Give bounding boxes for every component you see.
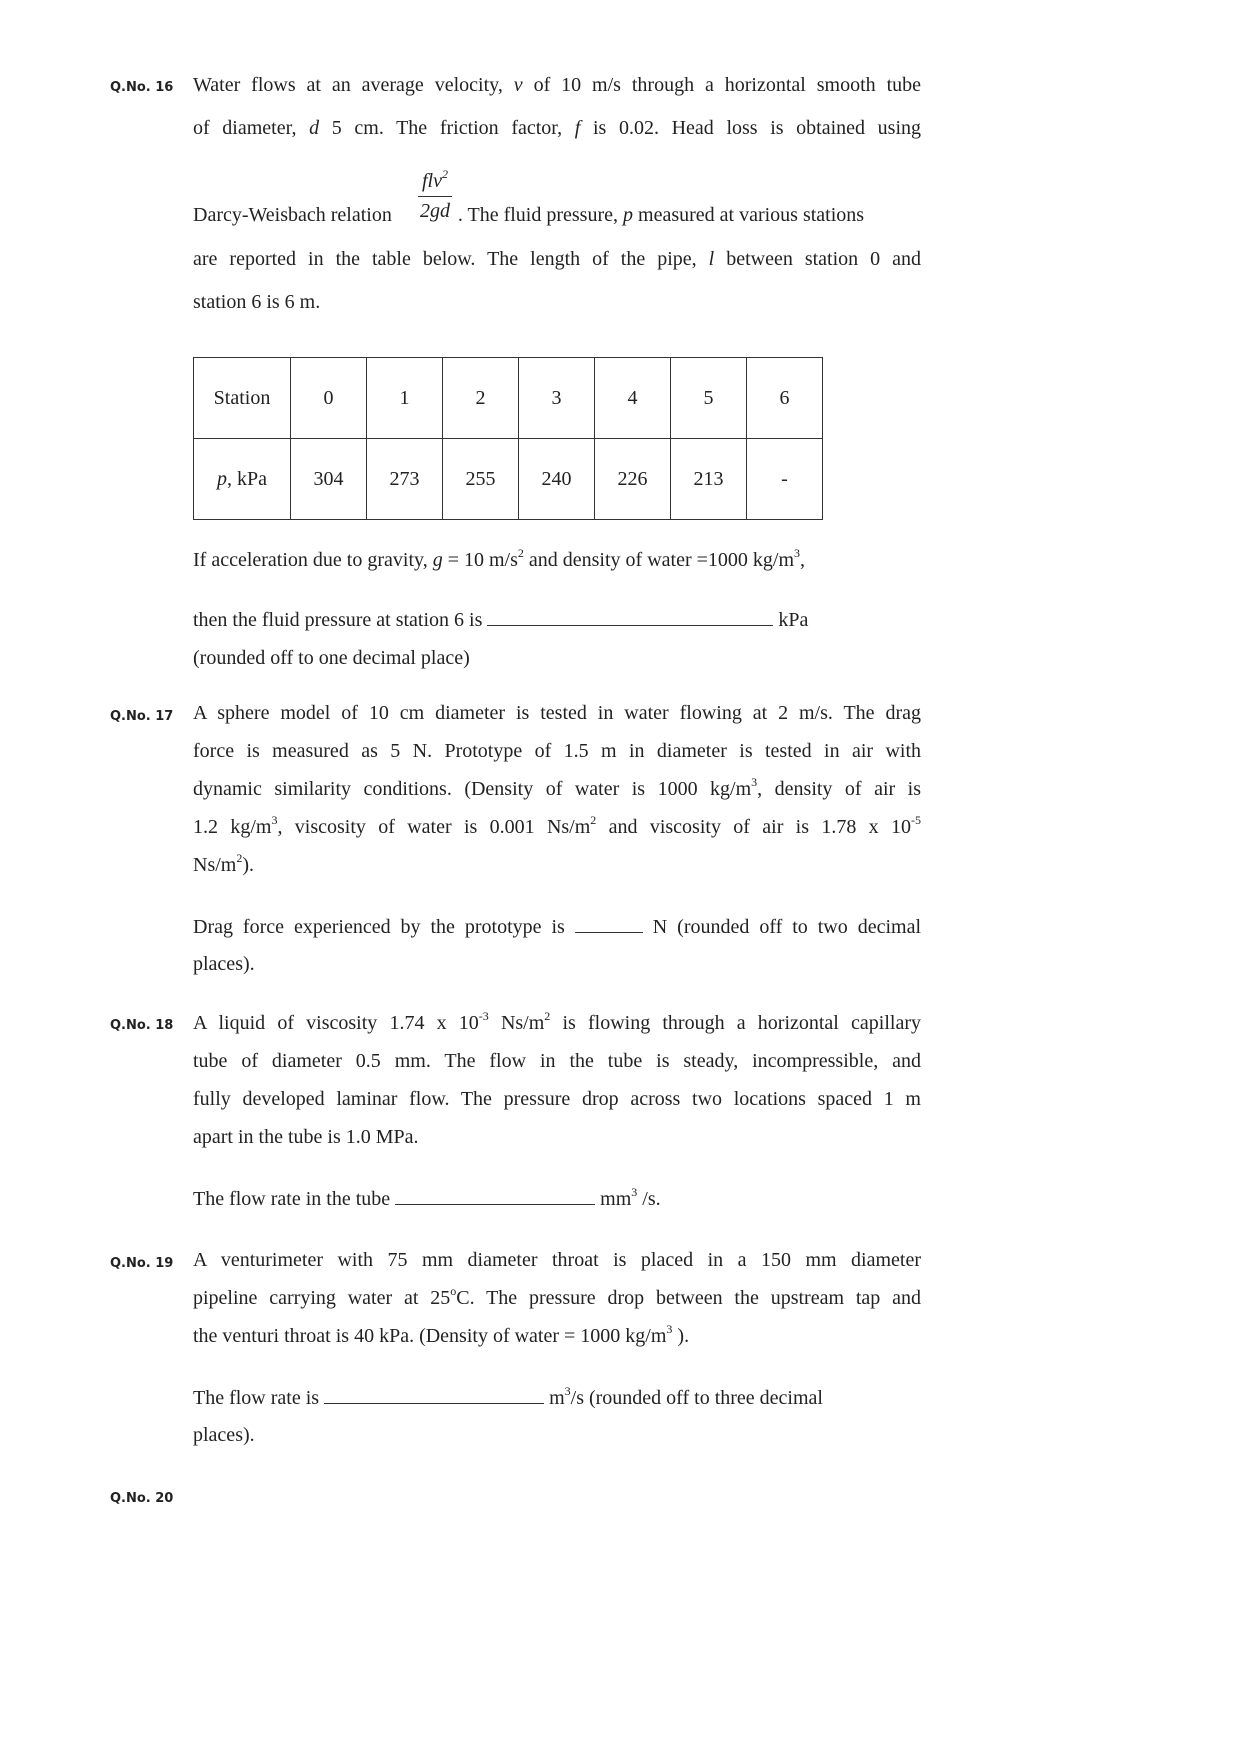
answer-blank-q19[interactable]	[324, 1387, 544, 1404]
station-cell: 2	[443, 358, 519, 439]
q17-line-6: Drag force experienced by the prototype is N (rounded off to two decimal	[193, 916, 922, 938]
answer-blank-q17[interactable]	[575, 916, 643, 933]
pressure-cell: -	[747, 439, 823, 520]
q17-line-3: dynamic similarity conditions. (Density of water is 1000 $kg/m^3$, density of air is	[193, 775, 921, 800]
q19-line-3: the venturi throat is 40 kPa. (Density of water = 1000 $kg/m^3$ ).	[193, 1322, 690, 1347]
q19-line-5: places).	[193, 1424, 255, 1446]
pressure-table	[193, 357, 823, 520]
fraction-exponent: 2	[442, 167, 448, 181]
q18-line-5: The flow rate in the tube $mm^3$ /s.	[193, 1185, 661, 1210]
station-cell: 1	[367, 358, 443, 439]
q16-line-5: station 6 is 6 m.	[193, 291, 321, 313]
q18-line-1: A liquid of viscosity 1.74 x $10^{-3}$ $Ns/m^2$ is flowing through a horizontal capillary	[193, 1009, 921, 1034]
q18-line-2: tube of diameter 0.5 mm. The flow in the tube is steady, incompressible, and	[193, 1050, 921, 1072]
fraction-denominator: 2gd	[420, 200, 450, 222]
table-row	[194, 439, 823, 520]
station-cell: 3	[519, 358, 595, 439]
table-header-station: Station	[194, 358, 291, 439]
table-header-pressure: p, kPa	[194, 439, 291, 520]
q16-line-7: then the fluid pressure at station 6 is kPa	[193, 609, 809, 631]
q16-line-6: If acceleration due to gravity, g = 10 $m/s^2$ and density of water =1000 $kg/m^3$,	[193, 546, 806, 571]
q20-label: Q.No. 20	[110, 1491, 174, 1506]
pressure-cell: 240	[519, 439, 595, 520]
fraction-numerator: flv	[422, 170, 442, 192]
station-cell: 5	[671, 358, 747, 439]
pressure-cell: 273	[367, 439, 443, 520]
q16-line-2: of diameter, d 5 cm. The friction factor, f is 0.02. Head loss is obtained using	[193, 117, 922, 139]
q17-label: Q.No. 17	[110, 709, 174, 724]
q17-line-5: $Ns/m^2$).	[193, 851, 255, 876]
q16-label: Q.No. 16	[110, 80, 174, 95]
answer-blank-q16[interactable]	[487, 609, 773, 626]
q17-line-1: A sphere model of 10 cm diameter is tested in water flowing at 2 m/s. The drag	[193, 702, 921, 724]
q19-line-4: The flow rate is $m^3/s$ (rounded off to three decimal	[193, 1384, 823, 1409]
q18-line-4: apart in the tube is 1.0 MPa.	[193, 1126, 419, 1148]
answer-blank-q18[interactable]	[395, 1188, 595, 1205]
q17-line-4: 1.2 $kg/m^3$, viscosity of water is 0.001 $Ns/m^2$ and viscosity of air is 1.78 x $10^{-5}$	[193, 813, 921, 838]
station-cell: 0	[291, 358, 367, 439]
q18-label: Q.No. 18	[110, 1018, 174, 1033]
station-cell: 6	[747, 358, 823, 439]
q19-label: Q.No. 19	[110, 1256, 174, 1271]
q18-line-3: fully developed laminar flow. The pressure drop across two locations spaced 1 m	[193, 1088, 921, 1110]
pressure-cell: 304	[291, 439, 367, 520]
q16-line-4: are reported in the table below. The length of the pipe, l between station 0 and	[193, 248, 922, 270]
table-row	[194, 358, 823, 439]
station-cell: 4	[595, 358, 671, 439]
q17-line-7: places).	[193, 953, 255, 975]
q16-line-1: Water flows at an average velocity, v of 10 m/s through a horizontal smooth tube	[193, 74, 922, 96]
q16-line-3: Darcy-Weisbach relation . The fluid pressure, p measured at various stations	[193, 204, 865, 226]
q17-line-2: force is measured as 5 N. Prototype of 1.5 m in diameter is tested in air with	[193, 740, 921, 762]
pressure-cell: 255	[443, 439, 519, 520]
q19-line-2: pipeline carrying water at 25$^o$C. The pressure drop between the upstream tap and	[193, 1284, 921, 1309]
q19-line-1: A venturimeter with 75 mm diameter throat is placed in a 150 mm diameter	[193, 1249, 921, 1271]
q16-line-8: (rounded off to one decimal place)	[193, 647, 470, 669]
pressure-cell: 213	[671, 439, 747, 520]
pressure-cell: 226	[595, 439, 671, 520]
